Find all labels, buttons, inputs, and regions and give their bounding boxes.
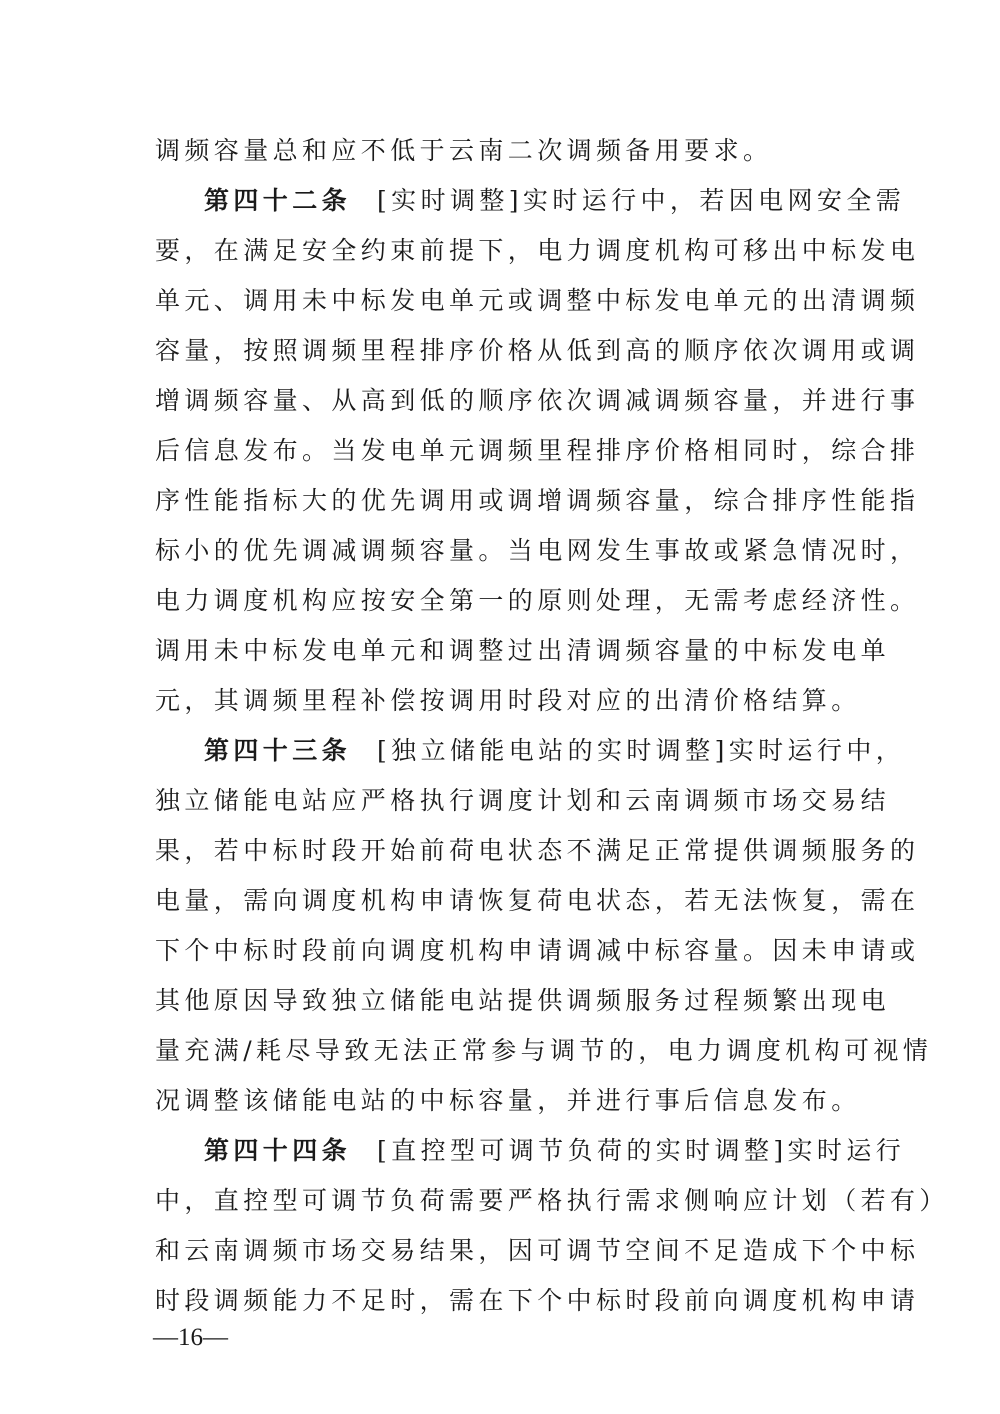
text-line: 果，若中标时段开始前荷电状态不满足正常提供调频服务的 [155, 836, 920, 865]
text-line: 况调整该储能电站的中标容量，并进行事后信息发布。 [155, 1086, 861, 1115]
text-line: 调频容量总和应不低于云南二次调频备用要求。 [155, 136, 773, 165]
article-44-first-line [204, 1127, 906, 1175]
text-line: 其他原因导致独立储能电站提供调频服务过程频繁出现电 [155, 986, 891, 1015]
article-44-heading: 第四十四条 [204, 1136, 352, 1165]
page-number: —16— [153, 1324, 228, 1351]
text-line: 序性能指标大的优先调用或调增调频容量，综合排序性能指 [155, 486, 920, 515]
text-line: 调用未中标发电单元和调整过出清调频容量的中标发电单 [155, 636, 891, 665]
article-44-text: [直控型可调节负荷的实时调整]实时运行 [377, 1136, 906, 1165]
text-line: 时段调频能力不足时，需在下个中标时段前向调度机构申请 [155, 1286, 920, 1315]
text-line: 增调频容量、从高到低的顺序依次调减调频容量，并进行事 [155, 386, 920, 415]
text-line: 和云南调频市场交易结果，因可调节空间不足造成下个中标 [155, 1236, 920, 1265]
text-line: 元，其调频里程补偿按调用时段对应的出清价格结算。 [155, 686, 861, 715]
text-line: 独立储能电站应严格执行调度计划和云南调频市场交易结 [155, 786, 891, 815]
text-line: 要，在满足安全约束前提下，电力调度机构可移出中标发电 [155, 236, 920, 265]
text-line: 后信息发布。当发电单元调频里程排序价格相同时，综合排 [155, 436, 920, 465]
article-42-text: [实时调整]实时运行中，若因电网安全需 [377, 186, 906, 215]
article-42-first-line [204, 177, 906, 225]
article-43-heading: 第四十三条 [204, 736, 352, 765]
article-43-text: [独立储能电站的实时调整]实时运行中， [377, 736, 906, 765]
article-43-first-line [204, 727, 906, 775]
text-line: 电量，需向调度机构申请恢复荷电状态，若无法恢复，需在 [155, 886, 920, 915]
text-line: 单元、调用未中标发电单元或调整中标发电单元的出清调频 [155, 286, 920, 315]
text-line: 中，直控型可调节负荷需要严格执行需求侧响应计划（若有） [155, 1186, 949, 1215]
text-line: 标小的优先调减调频容量。当电网发生事故或紧急情况时， [155, 536, 920, 565]
article-42-heading: 第四十二条 [204, 186, 352, 215]
text-line: 量充满/耗尽导致无法正常参与调节的，电力调度机构可视情 [155, 1036, 933, 1065]
text-line: 电力调度机构应按安全第一的原则处理，无需考虑经济性。 [155, 586, 920, 615]
text-line: 下个中标时段前向调度机构申请调减中标容量。因未申请或 [155, 936, 920, 965]
text-line: 容量，按照调频里程排序价格从低到高的顺序依次调用或调 [155, 336, 920, 365]
